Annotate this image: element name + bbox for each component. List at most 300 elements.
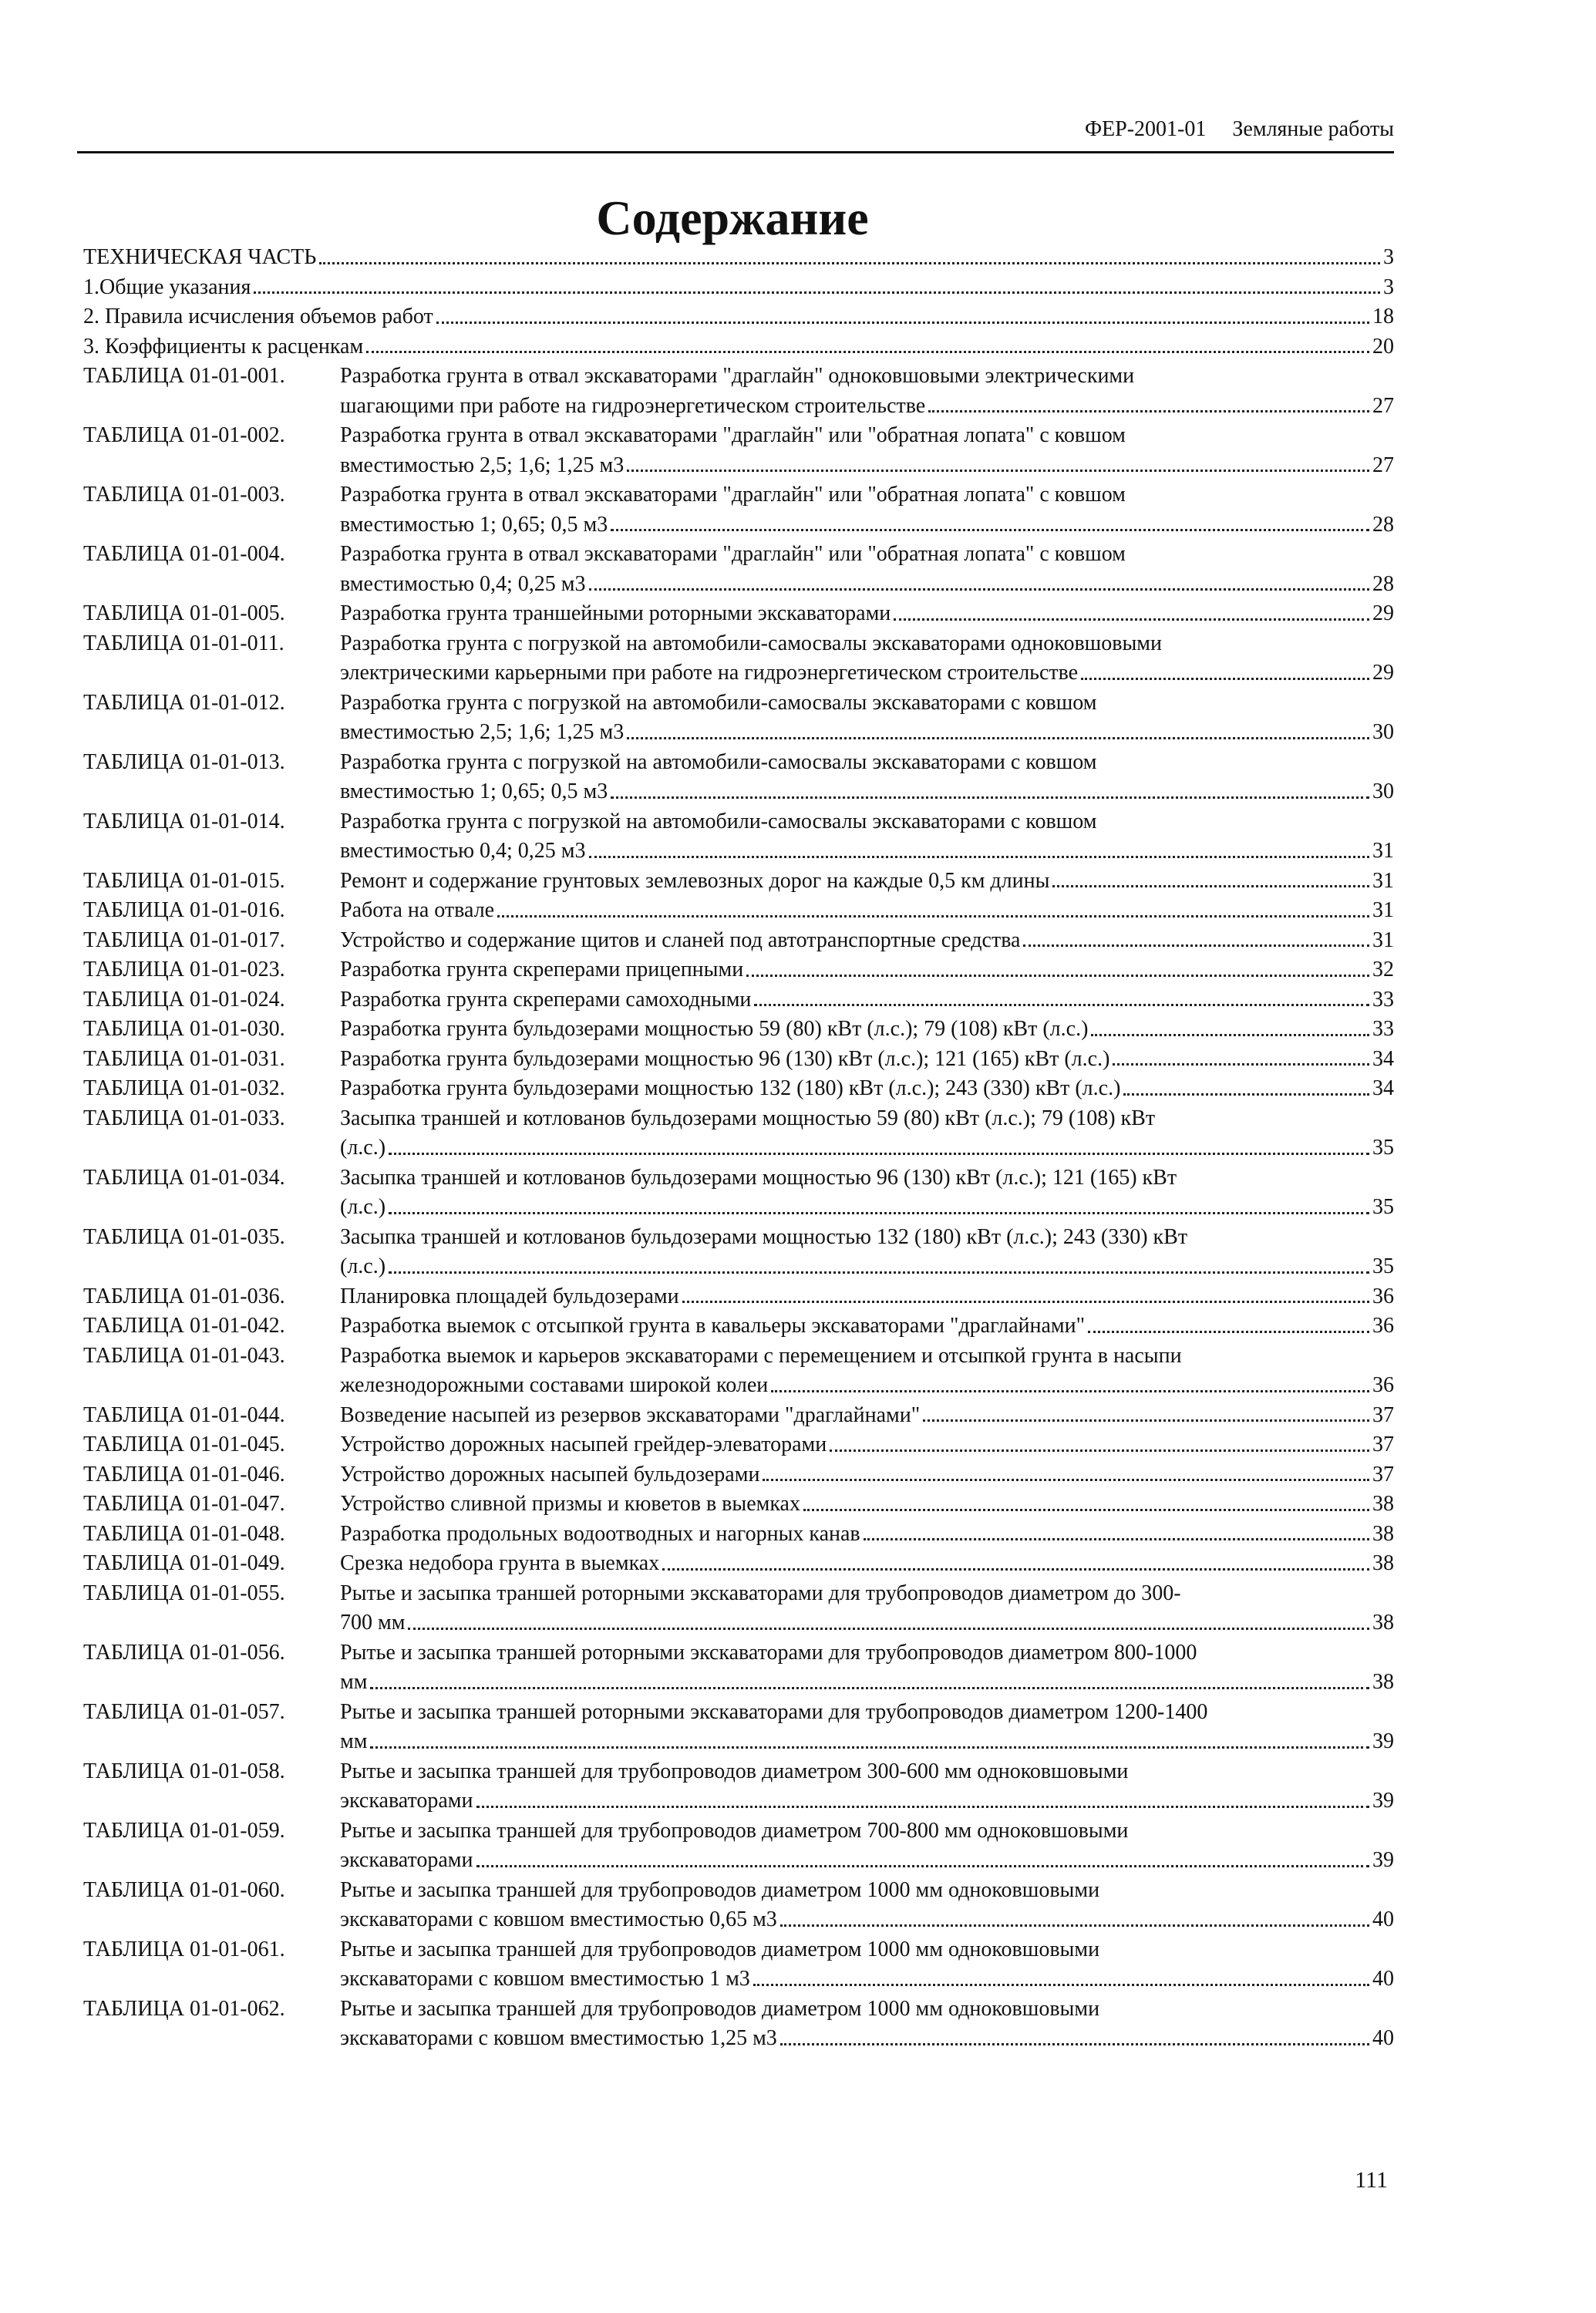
toc-entry-line	[340, 1401, 1394, 1431]
toc-entry-body	[433, 302, 1394, 332]
dot-leader	[370, 1668, 1369, 1689]
toc-entry-page: 29	[1372, 601, 1394, 625]
toc-entry-body	[340, 867, 1394, 897]
toc-entry-line	[340, 480, 1394, 510]
toc-entry-body	[340, 1935, 1394, 1995]
toc-entry-line	[340, 1905, 1394, 1935]
toc-entry-title: Разработка грунта с погрузкой на автомобили-самосвалы экскаваторами с ковшом	[340, 690, 1097, 715]
toc-entry-line	[340, 926, 1394, 956]
toc-entry-line	[340, 718, 1394, 748]
toc-entry-label: ТАБЛИЦА 01-01-015.	[83, 868, 285, 893]
toc-table-entry	[83, 629, 1394, 689]
dot-leader	[589, 837, 1370, 858]
toc-table-entry	[83, 1460, 1394, 1490]
toc-entry-body	[340, 629, 1394, 689]
toc-entry-line	[340, 1816, 1394, 1847]
toc-entry-label: ТАБЛИЦА 01-01-049.	[83, 1551, 285, 1575]
toc-table-entry	[83, 1104, 1394, 1163]
toc-table-entry	[83, 1876, 1394, 1935]
toc-entry-title: Разработка грунта в отвал экскаваторами "драглайн" или "обратная лопата" с ковшом	[340, 542, 1126, 566]
toc-table-entry	[83, 1311, 1394, 1342]
toc-entry-label: ТАБЛИЦА 01-01-003.	[83, 483, 285, 507]
toc-entry-label: ТАБЛИЦА 01-01-045.	[83, 1433, 285, 1456]
toc-entry-label: ТАБЛИЦА 01-01-002.	[83, 423, 285, 447]
toc-entry-title: Разработка грунта с погрузкой на автомобили-самосвалы экскаваторами с ковшом	[340, 809, 1097, 833]
toc-entry-body	[340, 1638, 1394, 1698]
toc-entry-label: ТАБЛИЦА 01-01-014.	[83, 809, 285, 833]
toc-entry-line	[340, 1995, 1394, 2025]
toc-table-entry	[83, 1816, 1394, 1876]
toc-table-entry	[83, 599, 1394, 629]
toc-entry-title: Рытье и засыпка траншей для трубопроводов диаметром 1000 мм одноковшовыми	[340, 1937, 1100, 1961]
toc-entry-body	[340, 1520, 1394, 1550]
toc-entry-body	[340, 1579, 1394, 1638]
toc-table-entry	[83, 1995, 1394, 2054]
toc-entry-page: 38	[1372, 1551, 1394, 1575]
toc-entry-body	[340, 1401, 1394, 1431]
toc-entry-page: 30	[1372, 779, 1394, 803]
toc-entry-body	[340, 1430, 1394, 1460]
toc-entry-page: 39	[1372, 1789, 1394, 1813]
toc-section-entry	[83, 302, 1394, 332]
toc-table-entry	[83, 1223, 1394, 1282]
toc-entry-title: Разработка грунта с погрузкой на автомобили-самосвалы экскаваторами одноковшовыми	[340, 631, 1162, 655]
dot-leader	[1081, 658, 1369, 680]
toc-entry-title: экскаваторами с ковшом вместимостью 1 м3	[340, 1967, 750, 1991]
toc-entry-body	[363, 332, 1394, 362]
toc-entry-title: Возведение насыпей из резервов экскаваторами "драглайнами"	[340, 1402, 921, 1427]
toc-table-entry	[83, 1045, 1394, 1075]
toc-entry-title: Засыпка траншей и котлованов бульдозерами мощностью 96 (130) кВт (л.с.); 121 (165) кВт	[340, 1165, 1177, 1190]
toc-entry-body	[340, 1282, 1394, 1312]
toc-entry-page: 38	[1372, 1611, 1394, 1635]
toc-entry-line	[340, 451, 1394, 481]
dot-leader	[1088, 1311, 1369, 1333]
page-number: 111	[1355, 2167, 1388, 2193]
toc-entry-label: ТАБЛИЦА 01-01-016.	[83, 898, 285, 922]
toc-entry-line	[340, 540, 1394, 570]
toc-entry-line	[340, 985, 1394, 1015]
toc-entry-line	[340, 510, 1394, 540]
toc-entry-title: Рытье и засыпка траншей для трубопроводов диаметром 1000 мм одноковшовыми	[340, 1996, 1100, 2021]
toc-entry-title: экскаваторами	[340, 1789, 473, 1813]
dot-leader	[753, 1965, 1369, 1986]
header-section: Земляные работы	[1232, 117, 1394, 141]
toc-entry-page: 36	[1372, 1314, 1394, 1338]
toc-entry-page: 40	[1372, 1907, 1394, 1931]
toc-table-entry	[83, 926, 1394, 956]
toc-entry-line	[340, 1015, 1394, 1045]
toc-entry-title: Срезка недобора грунта в выемках	[340, 1551, 660, 1575]
toc-entry-page: 3	[1383, 245, 1394, 269]
toc-entry-body	[340, 926, 1394, 956]
toc-entry-body	[340, 1549, 1394, 1579]
toc-entry-label: ТЕХНИЧЕСКАЯ ЧАСТЬ	[83, 245, 317, 269]
toc-entry-title: железнодорожными составами широкой колеи	[340, 1373, 769, 1397]
toc-entry-line	[340, 362, 1394, 392]
toc-entry-title: экскаваторами с ковшом вместимостью 1,25 м3	[340, 2026, 777, 2050]
toc-entry-title: Разработка выемок и карьеров экскаваторами с перемещением и отсыпкой грунта в насыпи	[340, 1343, 1182, 1368]
toc-entry-label: ТАБЛИЦА 01-01-036.	[83, 1284, 285, 1308]
toc-entry-label: ТАБЛИЦА 01-01-034.	[83, 1165, 285, 1190]
toc-section-entry	[83, 332, 1394, 362]
toc-entry-title: Засыпка траншей и котлованов бульдозерами мощностью 59 (80) кВт (л.с.); 79 (108) кВт	[340, 1106, 1156, 1130]
toc-entry-title: Разработка грунта скреперами прицепными	[340, 958, 744, 981]
toc-entry-page: 37	[1372, 1433, 1394, 1456]
toc-entry-body	[316, 243, 1394, 273]
toc-entry-line	[340, 1846, 1394, 1876]
toc-entry-body	[340, 1490, 1394, 1520]
toc-entry-line	[340, 1935, 1394, 1965]
toc-entry-page: 18	[1372, 305, 1394, 328]
toc-entry-page: 39	[1372, 1729, 1394, 1753]
toc-entry-title: электрическими карьерными при работе на гидроэнергетическом строительстве	[340, 661, 1079, 685]
toc-entry-label: 3. Коэффициенты к расценкам	[83, 334, 364, 359]
toc-entry-body	[340, 599, 1394, 629]
toc-table-entry	[83, 1520, 1394, 1550]
toc-entry-page: 36	[1372, 1284, 1394, 1308]
toc-entry-title: Разработка грунта в отвал экскаваторами "драглайн" одноковшовыми электрическими	[340, 364, 1135, 388]
dot-leader	[366, 332, 1369, 354]
toc-table-entry	[83, 540, 1394, 599]
toc-entry-label: ТАБЛИЦА 01-01-031.	[83, 1046, 285, 1071]
toc-section-entry	[83, 243, 1394, 273]
toc-entry-line	[316, 243, 1394, 273]
dot-leader	[476, 1846, 1369, 1867]
toc-entry-body	[340, 1816, 1394, 1876]
toc-entry-line	[340, 1608, 1394, 1638]
toc-entry-line	[340, 777, 1394, 807]
toc-table-entry	[83, 362, 1394, 421]
toc-entry-label: ТАБЛИЦА 01-01-001.	[83, 364, 285, 388]
dot-leader	[763, 1460, 1369, 1482]
toc-entry-line	[251, 273, 1394, 303]
toc-entry-title: вместимостью 0,4; 0,25 м3	[340, 839, 586, 863]
toc-table-entry	[83, 480, 1394, 540]
toc-entry-label: ТАБЛИЦА 01-01-033.	[83, 1106, 285, 1130]
toc-table-entry	[83, 1282, 1394, 1312]
toc-table-entry	[83, 896, 1394, 926]
toc-entry-label: ТАБЛИЦА 01-01-030.	[83, 1017, 285, 1041]
dot-leader	[319, 243, 1380, 264]
toc-entry-page: 37	[1372, 1402, 1394, 1427]
toc-entry-line	[340, 807, 1394, 837]
toc-entry-line	[340, 1965, 1394, 1995]
toc-entry-title: экскаваторами с ковшом вместимостью 0,65 м3	[340, 1907, 777, 1931]
toc-table-entry	[83, 985, 1394, 1015]
page-title: Содержание	[596, 190, 869, 245]
toc-entry-body	[340, 1104, 1394, 1163]
toc-entry-line	[340, 1193, 1394, 1223]
toc-entry-line	[340, 1163, 1394, 1194]
dot-leader	[864, 1520, 1369, 1541]
toc-entry-line	[340, 955, 1394, 985]
toc-table-entry	[83, 689, 1394, 748]
toc-entry-page: 38	[1372, 1670, 1394, 1694]
toc-entry-label: ТАБЛИЦА 01-01-035.	[83, 1224, 285, 1249]
toc-entry-body	[340, 1163, 1394, 1223]
toc-entry-page: 3	[1383, 274, 1394, 299]
toc-entry-label: ТАБЛИЦА 01-01-004.	[83, 542, 285, 566]
toc-entry-title: вместимостью 1; 0,65; 0,5 м3	[340, 779, 608, 803]
dot-leader	[928, 392, 1369, 413]
toc-entry-title: (л.с.)	[340, 1254, 386, 1278]
toc-entry-body	[340, 480, 1394, 540]
toc-table-entry	[83, 807, 1394, 867]
toc-entry-title: вместимостью 0,4; 0,25 м3	[340, 571, 586, 596]
toc-entry-line	[340, 1757, 1394, 1787]
toc-entry-label: ТАБЛИЦА 01-01-044.	[83, 1402, 285, 1427]
toc-entry-label: ТАБЛИЦА 01-01-032.	[83, 1076, 285, 1100]
toc-section-entry	[83, 273, 1394, 303]
dot-leader	[436, 302, 1369, 324]
toc-entry-page: 28	[1372, 512, 1394, 537]
toc-table-entry	[83, 1638, 1394, 1698]
toc-entry-page: 39	[1372, 1848, 1394, 1872]
toc-entry-body	[340, 540, 1394, 599]
dot-leader	[254, 273, 1380, 295]
dot-leader	[627, 718, 1369, 739]
toc-entry-title: Рытье и засыпка траншей роторными экскаваторами для трубопроводов диаметром 1200-1400	[340, 1699, 1208, 1724]
toc-table-entry	[83, 421, 1394, 480]
dot-leader	[370, 1727, 1369, 1749]
toc-entry-line	[340, 1638, 1394, 1668]
toc-entry-line	[340, 1252, 1394, 1282]
toc-entry-line	[340, 1223, 1394, 1253]
toc-entry-title: вместимостью 2,5; 1,6; 1,25 м3	[340, 720, 625, 744]
toc-entry-line	[340, 689, 1394, 719]
toc-entry-title: Разработка грунта с погрузкой на автомобили-самосвалы экскаваторами с ковшом	[340, 749, 1097, 774]
dot-leader	[476, 1786, 1369, 1808]
toc-entry-title: Устройство сливной призмы и кюветов в выемках	[340, 1492, 800, 1516]
toc-entry-label: ТАБЛИЦА 01-01-013.	[83, 749, 285, 774]
toc-entry-body	[340, 896, 1394, 926]
toc-entry-body	[340, 421, 1394, 480]
toc-entry-title: Ремонт и содержание грунтовых землевозных дорог на каждые 0,5 км длины	[340, 868, 1050, 893]
toc-entry-line	[340, 1549, 1394, 1579]
dot-leader	[662, 1549, 1369, 1571]
toc-entry-page: 27	[1372, 453, 1394, 477]
toc-table-entry	[83, 1549, 1394, 1579]
toc-entry-page: 31	[1372, 928, 1394, 952]
toc-entry-page: 20	[1372, 334, 1394, 359]
dot-leader	[611, 510, 1369, 532]
toc-entry-body	[340, 748, 1394, 807]
toc-entry-label: ТАБЛИЦА 01-01-059.	[83, 1818, 285, 1843]
toc-entry-body	[340, 1074, 1394, 1104]
toc-entry-body	[340, 1045, 1394, 1075]
toc-entry-line	[340, 1876, 1394, 1906]
toc-entry-title: Рытье и засыпка траншей для трубопроводов диаметром 300-600 мм одноковшовыми	[340, 1759, 1129, 1783]
toc-entry-line	[340, 867, 1394, 897]
toc-entry-page: 38	[1372, 1492, 1394, 1516]
header-rule	[77, 151, 1394, 153]
dot-leader	[803, 1490, 1369, 1511]
dot-leader	[1123, 1074, 1369, 1096]
toc-entry-label: ТАБЛИЦА 01-01-011.	[83, 631, 285, 655]
toc-entry-title: (л.с.)	[340, 1136, 386, 1160]
toc-entry-body	[340, 689, 1394, 748]
dot-leader	[771, 1371, 1369, 1392]
toc-entry-page: 35	[1372, 1254, 1394, 1278]
toc-entry-title: Разработка грунта в отвал экскаваторами "драглайн" или "обратная лопата" с ковшом	[340, 423, 1126, 447]
toc-table-entry	[83, 1015, 1394, 1045]
toc-entry-page: 32	[1372, 958, 1394, 981]
table-of-contents	[83, 243, 1394, 2054]
toc-entry-line	[340, 1104, 1394, 1134]
dot-leader	[923, 1401, 1369, 1422]
toc-entry-page: 36	[1372, 1373, 1394, 1397]
toc-entry-body	[340, 1757, 1394, 1816]
toc-entry-body	[340, 1698, 1394, 1757]
toc-entry-page: 31	[1372, 898, 1394, 922]
toc-entry-line	[340, 1727, 1394, 1757]
toc-table-entry	[83, 1163, 1394, 1223]
dot-leader	[1023, 926, 1369, 948]
toc-entry-label: ТАБЛИЦА 01-01-057.	[83, 1699, 285, 1724]
toc-entry-page: 34	[1372, 1076, 1394, 1100]
dot-leader	[611, 777, 1369, 799]
dot-leader	[389, 1133, 1369, 1155]
toc-entry-title: вместимостью 2,5; 1,6; 1,25 м3	[340, 453, 625, 477]
toc-entry-title: Устройство дорожных насыпей бульдозерами	[340, 1462, 760, 1486]
toc-entry-line	[340, 421, 1394, 451]
toc-entry-label: ТАБЛИЦА 01-01-043.	[83, 1343, 285, 1368]
toc-entry-line	[340, 392, 1394, 422]
toc-entry-title: Планировка площадей бульдозерами	[340, 1284, 679, 1308]
toc-entry-title: Разработка грунта скреперами самоходными	[340, 987, 752, 1012]
toc-table-entry	[83, 1579, 1394, 1638]
dot-leader	[497, 896, 1369, 917]
toc-entry-title: Разработка грунта бульдозерами мощностью 59 (80) кВт (л.с.); 79 (108) кВт (л.с.)	[340, 1017, 1089, 1041]
toc-entry-title: Засыпка траншей и котлованов бульдозерами мощностью 132 (180) кВт (л.с.); 243 (330) кВт	[340, 1224, 1188, 1249]
toc-entry-page: 31	[1372, 868, 1394, 893]
dot-leader	[589, 570, 1370, 591]
toc-entry-body	[340, 807, 1394, 867]
toc-entry-line	[340, 1490, 1394, 1520]
toc-entry-body	[340, 1995, 1394, 2054]
dot-leader	[682, 1282, 1369, 1304]
toc-entry-body	[251, 273, 1394, 303]
toc-entry-label: ТАБЛИЦА 01-01-046.	[83, 1462, 285, 1486]
toc-entry-body	[340, 1311, 1394, 1342]
dot-leader	[746, 955, 1369, 977]
toc-entry-title: Разработка грунта бульдозерами мощностью 132 (180) кВт (л.с.); 243 (330) кВт (л.с.)	[340, 1076, 1121, 1100]
toc-entry-label: 1.Общие указания	[83, 274, 251, 299]
toc-entry-title: Разработка грунта бульдозерами мощностью 96 (130) кВт (л.с.); 121 (165) кВт (л.с.)	[340, 1046, 1110, 1071]
toc-entry-title: Разработка грунта в отвал экскаваторами "драглайн" или "обратная лопата" с ковшом	[340, 483, 1126, 507]
dot-leader	[830, 1430, 1369, 1452]
toc-entry-title: экскаваторами	[340, 1848, 473, 1872]
toc-entry-line	[340, 1430, 1394, 1460]
toc-entry-label: ТАБЛИЦА 01-01-056.	[83, 1640, 285, 1665]
toc-entry-page: 33	[1372, 1017, 1394, 1041]
toc-entry-line	[340, 1133, 1394, 1163]
toc-entry-line	[340, 599, 1394, 629]
toc-entry-page: 40	[1372, 1967, 1394, 1991]
toc-entry-body	[340, 1460, 1394, 1490]
toc-entry-body	[340, 1223, 1394, 1282]
toc-table-entry	[83, 1757, 1394, 1816]
dot-leader	[389, 1252, 1369, 1274]
toc-entry-line	[340, 1460, 1394, 1490]
toc-entry-body	[340, 1342, 1394, 1401]
toc-table-entry	[83, 1401, 1394, 1431]
toc-entry-line	[340, 2024, 1394, 2054]
dot-leader	[754, 985, 1369, 1007]
toc-entry-line	[433, 302, 1394, 332]
toc-table-entry	[83, 748, 1394, 807]
toc-entry-title: Разработка продольных водоотводных и нагорных канав	[340, 1521, 860, 1546]
toc-entry-body	[340, 362, 1394, 421]
dot-leader	[894, 599, 1369, 621]
toc-entry-label: ТАБЛИЦА 01-01-017.	[83, 928, 285, 952]
toc-entry-title: Работа на отвале	[340, 898, 495, 922]
toc-entry-label: ТАБЛИЦА 01-01-060.	[83, 1877, 285, 1902]
toc-entry-line	[340, 1520, 1394, 1550]
toc-entry-line	[340, 1786, 1394, 1816]
toc-table-entry	[83, 1698, 1394, 1757]
toc-entry-line	[340, 1579, 1394, 1609]
toc-entry-label: ТАБЛИЦА 01-01-023.	[83, 958, 285, 981]
toc-entry-title: шагающими при работе на гидроэнергетическом строительстве	[340, 393, 926, 418]
toc-entry-line	[340, 629, 1394, 659]
toc-entry-label: ТАБЛИЦА 01-01-055.	[83, 1581, 285, 1605]
toc-entry-body	[340, 985, 1394, 1015]
toc-entry-line	[340, 1282, 1394, 1312]
toc-entry-body	[340, 1015, 1394, 1045]
toc-entry-page: 33	[1372, 987, 1394, 1012]
toc-entry-line	[340, 1074, 1394, 1104]
toc-entry-line	[340, 658, 1394, 689]
toc-entry-page: 34	[1372, 1046, 1394, 1071]
header-code: ФЕР-2001-01	[1084, 117, 1207, 141]
toc-entry-line	[340, 1342, 1394, 1372]
toc-entry-line	[340, 1045, 1394, 1075]
toc-table-entry	[83, 1342, 1394, 1401]
toc-entry-page: 35	[1372, 1136, 1394, 1160]
toc-table-entry	[83, 955, 1394, 985]
toc-entry-title: Рытье и засыпка траншей роторными экскаваторами для трубопроводов диаметром 800-1000	[340, 1640, 1197, 1665]
toc-entry-label: ТАБЛИЦА 01-01-061.	[83, 1937, 285, 1961]
toc-entry-page: 35	[1372, 1195, 1394, 1219]
toc-entry-label: ТАБЛИЦА 01-01-012.	[83, 690, 285, 715]
toc-entry-line	[340, 748, 1394, 778]
toc-entry-page: 28	[1372, 571, 1394, 596]
toc-table-entry	[83, 867, 1394, 897]
toc-entry-title: вместимостью 1; 0,65; 0,5 м3	[340, 512, 608, 537]
dot-leader	[780, 2024, 1369, 2045]
toc-entry-line	[340, 896, 1394, 926]
toc-entry-line	[340, 570, 1394, 600]
dot-leader	[1113, 1045, 1369, 1066]
dot-leader	[627, 451, 1369, 473]
toc-entry-page: 30	[1372, 720, 1394, 744]
toc-entry-page: 38	[1372, 1521, 1394, 1546]
toc-entry-label: ТАБЛИЦА 01-01-048.	[83, 1521, 285, 1546]
toc-entry-label: ТАБЛИЦА 01-01-058.	[83, 1759, 285, 1783]
toc-entry-title: Разработка грунта траншейными роторными экскаваторами	[340, 601, 891, 625]
toc-entry-line	[340, 1698, 1394, 1728]
toc-entry-label: 2. Правила исчисления объемов работ	[83, 305, 433, 328]
toc-entry-page: 40	[1372, 2026, 1394, 2050]
toc-entry-label: ТАБЛИЦА 01-01-005.	[83, 601, 285, 625]
dot-leader	[1052, 867, 1369, 888]
toc-entry-body	[340, 1876, 1394, 1935]
toc-entry-label: ТАБЛИЦА 01-01-047.	[83, 1492, 285, 1516]
toc-entry-page: 37	[1372, 1462, 1394, 1486]
toc-entry-title: Рытье и засыпка траншей для трубопроводов диаметром 1000 мм одноковшовыми	[340, 1877, 1100, 1902]
